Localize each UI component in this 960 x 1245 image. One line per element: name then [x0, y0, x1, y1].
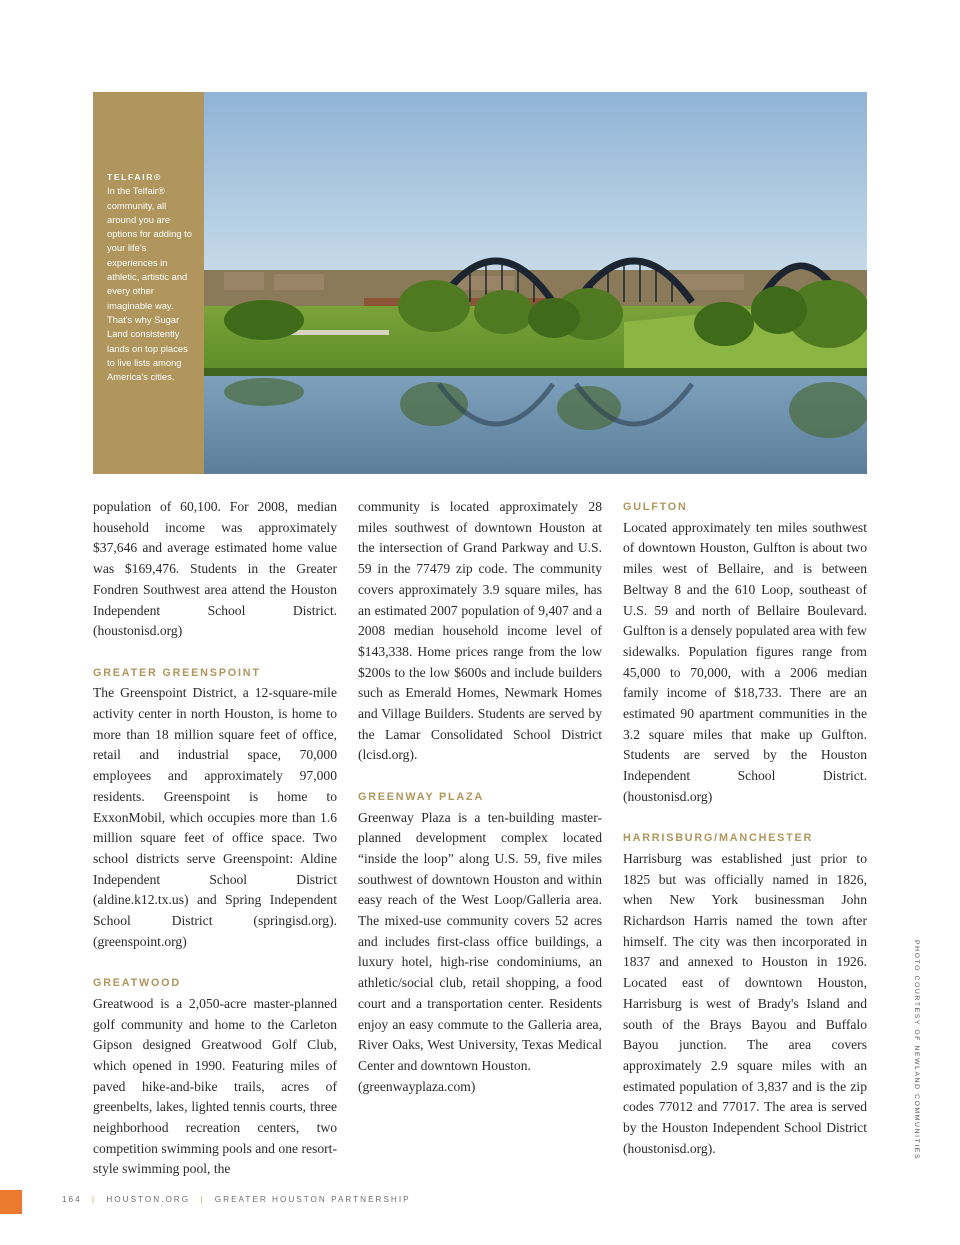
paragraph-gulfton: Located approximately ten miles southwest of downtown Houston, Gulfton is about two miles west of Bellaire, and is between Beltway 8 and the 610 Loop, southeast of U.S. 59 and north of Bellaire Boulevard. Gulfton is a densely populated area with few sidewalks. Population figures range from 45,000 to 70,000, with a 2006 median family income of $18,733. There are an estimated 90 apartment communities in the 3.2 square miles that make up Gulfton. Students are served by the Houston Independent School District. (houstonisd.org) [623, 519, 867, 804]
heading-harrisburg-manchester: HARRISBURG/MANCHESTER [623, 832, 814, 845]
footer-color-block [0, 1190, 22, 1214]
paragraph-greenway-url: (greenwayplaza.com) [358, 1078, 476, 1094]
footer-separator-1: | [91, 1195, 97, 1204]
footer-separator-2: | [200, 1195, 205, 1204]
photo-caption [107, 170, 195, 384]
footer-organization: GREATER HOUSTON PARTNERSHIP [214, 1195, 411, 1204]
caption-title: TELFAIR® [107, 172, 162, 182]
paragraph-greenspoint: The Greenspoint District, a 12-square-mile activity center in north Houston, is home to more than 18 million square feet of office, retail and industrial space, 70,000 employees and approximately 97,000 residents. Greenspoint is home to ExxonMobil, which occupies more than 1.6 million square feet of office space. Two school districts serve Greenspoint: Aldine Independent School District (aldine.k12.tx.us) and Spring Independent School District (springisd.org). (greenspoint.org) [93, 685, 337, 949]
caption-panel [93, 92, 204, 474]
footer-site-link: HOUSTON.ORG [106, 1195, 191, 1204]
column-1 [93, 497, 337, 1180]
heading-greater-greenspoint: GREATER GREENSPOINT [93, 666, 261, 679]
paragraph-greatwood: Greatwood is a 2,050-acre master-planned golf community and home to the Carleton Gipson designed Greatwood Golf Club, which opened in 1990. Featuring miles of paved hike-and-bike trails, acres of greenbelts, lakes, lighted tennis courts, three neighborhood recreation centers, two competition swimming pools and one resort-style swimming pool, the [93, 995, 337, 1177]
page-footer [62, 1195, 411, 1204]
paragraph-harrisburg: Harrisburg was established just prior to 1825 but was officially named in 1826, when New York businessman John Richardson Harris named the town after himself. The city was then incorporated in 1837 and annexed to Houston in 1926. Located east of downtown Houston, Harrisburg is west of Brady's Island and south of the Brays Bayou and Buffalo Bayou junction. The area covers approximately 2.9 square miles with an estimated population of 3,837 and is the zip codes 77012 and 77017. The area is served by the Houston Independent School District (houstonisd.org). [623, 850, 867, 1156]
caption-text: In the Telfair® community, all around you are options for adding to your life's experiences in athletic, artistic and every other imaginable way. That's why Sugar Land consistently lands on top places to live lists among America's cities. [107, 185, 192, 383]
heading-gulfton: GULFTON [623, 501, 688, 513]
hero-image-block [93, 92, 867, 474]
column-3 [623, 497, 867, 1159]
park-bridge-photo [204, 92, 867, 474]
column-2 [358, 497, 602, 1097]
heading-greatwood: GREATWOOD [93, 977, 181, 990]
heading-greenway-plaza: GREENWAY PLAZA [358, 790, 484, 803]
paragraph-fondren-continued: population of 60,100. For 2008, median household income was approximately $37,646 and average estimated home value was $169,476. Students in the Greater Fondren Southwest area attend the Houston Independent School District. (houstonisd.org) [93, 499, 337, 639]
photo-credit: PHOTO COURTESY OF NEWLAND COMMUNITIES [913, 940, 920, 1161]
page-number: 164 [62, 1195, 82, 1204]
paragraph-greatwood-continued: community is located approximately 28 miles southwest of downtown Houston at the intersection of Grand Parkway and U.S. 59 in the 77479 zip code. The community covers approximately 3.9 square miles, has an estimated 2007 population of 9,407 and a 2008 median household income level of $143,338. Home prices range from the low $200s to the low $600s and include builders such as Emerald Homes, Newmark Homes and Village Builders. Students are served by the Lamar Consolidated School District (lcisd.org). [358, 499, 602, 763]
paragraph-greenway-plaza: Greenway Plaza is a ten-building master-planned development complex located “inside the loop” along U.S. 59, five miles southwest of downtown Houston and within easy reach of the West Loop/Galleria area. The mixed-use community covers 52 acres and includes first-class office buildings, a luxury hotel, high-rise condominiums, an athletic/social club, retail shopping, a food court and a transportation center. Residents enjoy an easy commute to the Galleria area, River Oaks, West University, Texas Medical Center and downtown Houston. [358, 809, 602, 1073]
